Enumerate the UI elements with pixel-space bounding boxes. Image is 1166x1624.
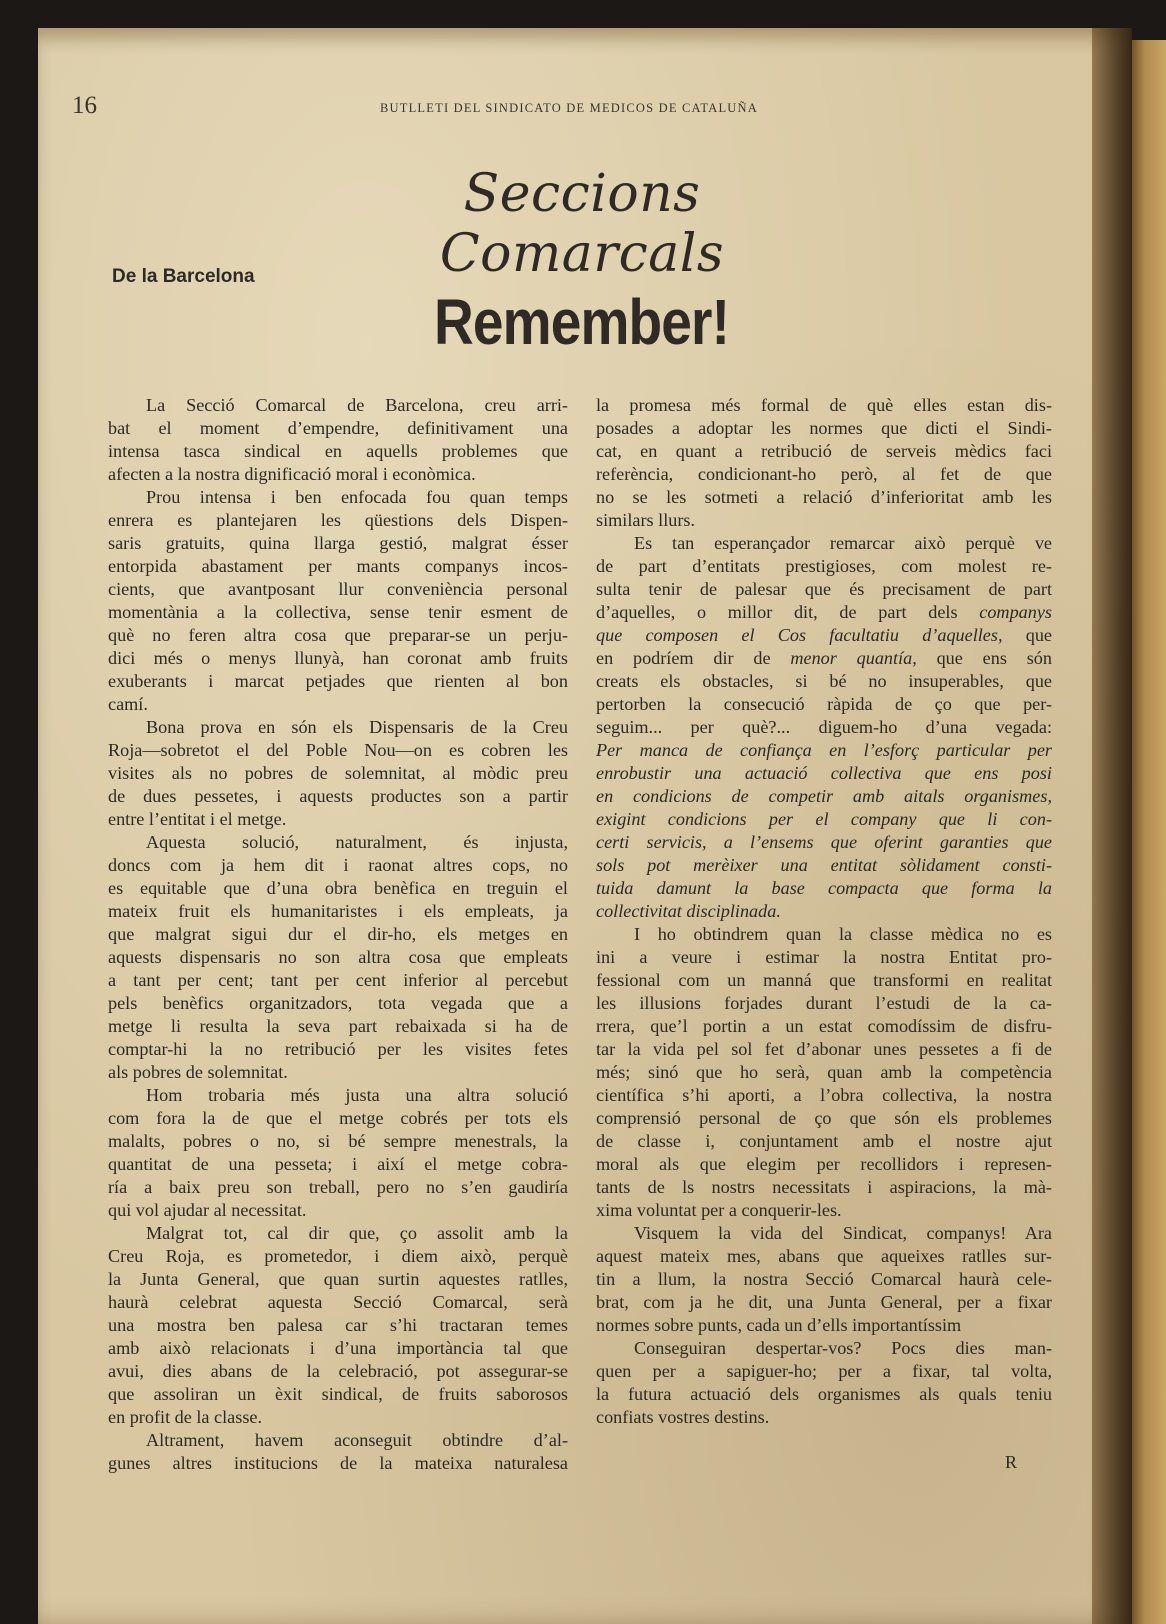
text-line: de part d’entitats prestigioses, com molest re- [596, 556, 1052, 576]
subsection-label: De la Barcelona [112, 266, 255, 287]
text-line: comprensió personal de ço que són els problemes [596, 1108, 1052, 1128]
text-line: quen per a sapiguer-ho; per a fixar, tal volta, [596, 1361, 1052, 1381]
text-line: amb això relacionats i d’una importància tal que [108, 1338, 568, 1358]
text-line: als pobres de solemnitat. [108, 1062, 288, 1082]
text-line: moral als que elegim per recollidors i represen- [596, 1154, 1052, 1174]
text-line: xima voluntat per a conquerir-les. [596, 1200, 842, 1220]
text-line: confiats vostres destins. [596, 1407, 770, 1427]
text-line: Altrament, havem aconseguit obtindre d’al- [146, 1430, 568, 1450]
text-line: cat, en quant a retribució de serveis mèdics faci [596, 441, 1052, 461]
text-line: les illusions forjades durant l’estudi de la ca- [596, 993, 1052, 1013]
text-line: qui vol ajudar al necessitat. [108, 1200, 307, 1220]
text-line: enrobustir una actuació collectiva que ens posi [596, 763, 1052, 783]
text-line: avui, dies abans de la celebració, pot assegurar-se [108, 1361, 568, 1381]
text-line: que composen el Cos facultatiu d’aquelles, que [596, 625, 1052, 645]
text-line: què no feren altra cosa que preparar-se un perju- [108, 625, 568, 645]
text-line: com fora la de que el metge cobrés per tots els [108, 1108, 568, 1128]
text-line: collectivitat disciplinada. [596, 901, 781, 921]
text-line: la futura actuació dels organismes als quals teniu [596, 1384, 1052, 1404]
text-line: Creu Roja, es prometedor, i diem això, perquè [108, 1246, 568, 1266]
text-line: tin a llum, la nostra Secció Comarcal haurà cele- [596, 1269, 1052, 1289]
text-line: malalts, pobres o no, si bé sempre menestrals, la [108, 1131, 568, 1151]
text-line: a tant per cent; tant per cent inferior al percebut [108, 970, 568, 990]
text-line: referència, condicionant-ho però, al fet de que [596, 464, 1052, 484]
text-line: aquests dispensaris no son altra cosa que empleats [108, 947, 568, 967]
text-line: la Junta General, que quan surtin aquestes ratlles, [108, 1269, 568, 1289]
text-line: aquest mateix mes, abans que aqueixes ratlles sur- [596, 1246, 1052, 1266]
text-line: Aquesta solució, naturalment, és injusta, [146, 832, 568, 852]
article-headline: Remember! [434, 286, 730, 358]
text-line: rrera, que’l portin a un estat comodíssim de disfru- [596, 1016, 1052, 1036]
text-line: que malgrat sigui dur el dir-ho, els metges en [108, 924, 568, 944]
text-line: posades a adoptar les normes que dicti el Sindi- [596, 418, 1052, 438]
text-line: Bona prova en són els Dispensaris de la Creu [146, 717, 568, 737]
text-line: exuberants i marcat petjades que rienten al bon [108, 671, 568, 691]
page-number: 16 [72, 92, 97, 119]
text-line: de classe i, conjuntament amb el nostre ajut [596, 1131, 1052, 1151]
text-line: Es tan esperançador remarcar això perquè ve [634, 533, 1052, 553]
text-line: I ho obtindrem quan la classe mèdica no es [634, 924, 1052, 944]
text-line: pels benèfics organitzadors, tota vegada que a [108, 993, 568, 1013]
text-line: Conseguiran despertar-vos? Pocs dies man- [634, 1338, 1052, 1358]
text-line: tants de ls nostrs necessitats i aspiracions, la mà- [596, 1177, 1052, 1197]
text-line: creats els obstacles, si bé no insuperables, que [596, 671, 1052, 691]
text-line: tuida damunt la base compacta que forma la [596, 878, 1052, 898]
text-line: seguim... per què?... diguem-ho d’una vegada: [596, 717, 1052, 737]
text-line: una mostra ben palesa car s’hi tractaran temes [108, 1315, 568, 1335]
text-line: certi servicis, a l’ensems que oferint garanties que [596, 832, 1052, 852]
text-line: brat, com ja he dit, una Junta General, per a fixar [596, 1292, 1052, 1312]
text-line: entre l’entitat i el metge. [108, 809, 287, 829]
text-line: d’aquelles, o millor dit, de part dels companys [596, 602, 1052, 622]
text-line: fessional com un manná que transformi en realitat [596, 970, 1052, 990]
running-head: BUTLLETI DEL SINDICATO DE MEDICOS DE CATALUÑA [380, 101, 758, 115]
text-line: momentània a la collectiva, sense tenir esment de [108, 602, 568, 622]
text-line: tar la vida pel sol fet d’abonar unes pessetes a fi de [596, 1039, 1052, 1059]
text-line: gunes altres institucions de la mateixa naturalesa [108, 1453, 568, 1473]
text-line: sulta tenir de palesar que és precisament de part [596, 579, 1052, 599]
text-line: Hom trobaria més justa una altra solució [146, 1085, 568, 1105]
book-spine-shadow [1092, 28, 1132, 1624]
text-line: de dues pessetes, i aquests productes son a partir [108, 786, 568, 806]
text-line: camí. [108, 694, 148, 714]
text-line: entorpida abastament per mants companys incos- [108, 556, 568, 576]
text-line: La Secció Comarcal de Barcelona, creu arri- [146, 395, 568, 415]
text-line: no se les sotmeti a relació d’inferioritat amb les [596, 487, 1052, 507]
text-line: ría a baix preu son treball, pero no s’en gaudiría [108, 1177, 568, 1197]
text-line: es equitable que d’una obra benèfica en treguin el [108, 878, 568, 898]
text-line: en profit de la classe. [108, 1407, 263, 1427]
text-line: en condicions de competir amb aitals organismes, [596, 786, 1052, 806]
text-line: visites als no pobres de solemnitat, al mòdic preu [108, 763, 568, 783]
text-line: en podríem dir de menor quantía, que ens són [596, 648, 1052, 668]
text-line: Per manca de confiança en l’esforç particular per [596, 740, 1052, 760]
text-line: similars llurs. [596, 510, 696, 530]
text-line: enrera es plantejaren les qüestions dels Dispen- [108, 510, 568, 530]
text-line: quantitat de una pesseta; i així el metge cobra- [108, 1154, 568, 1174]
section-title: Seccions Comarcals [439, 164, 725, 284]
text-line: la promesa més formal de què elles estan dis- [596, 395, 1052, 415]
left-column [108, 394, 568, 1475]
text-line: intensa tasca sindical en aquells problemes que [108, 441, 568, 461]
text-line: dici més o menys llunyà, han coronat amb fruits [108, 648, 568, 668]
text-line: ini a veure i estimar la nostra Entitat pro- [596, 947, 1052, 967]
text-line: normes sobre punts, cada un d’ells importantíssim [596, 1315, 962, 1335]
text-line: cients, que avantposant llur conveniència personal [108, 579, 568, 599]
text-line: haurà celebrat aquesta Secció Comarcal, serà [108, 1292, 568, 1312]
text-line: afecten a la nostra dignificació moral i econòmica. [108, 464, 476, 484]
text-line: que assoliran un èxit sindical, de fruits saborosos [108, 1384, 568, 1404]
text-line: mateix fruit els humanitaristes i els empleats, ja [108, 901, 568, 921]
text-line: doncs com ja hem dit i raonat altres cops, no [108, 855, 568, 875]
text-line: pertorben la consecució ràpida de ço que per- [596, 694, 1052, 714]
text-line: sols pot merèixer una entitat sòlidament consti- [596, 855, 1052, 875]
text-line: exigint condicions per el company que li con- [596, 809, 1052, 829]
text-line: bat el moment d’empendre, definitivament una [108, 418, 568, 438]
text-line: Prou intensa i ben enfocada fou quan temps [146, 487, 568, 507]
text-line: saris gratuits, quina llarga gestió, malgrat ésser [108, 533, 568, 553]
text-line: Visquem la vida del Sindicat, companys! Ara [634, 1223, 1052, 1243]
text-line: metge li resulta la seva part rebaixada si ha de [108, 1016, 568, 1036]
text-line: més; sinó que ho serà, quan amb la competència [596, 1062, 1052, 1082]
right-column [596, 394, 1052, 1429]
text-line: científica s’hi aporti, a l’obra collectiva, la nostra [596, 1085, 1052, 1105]
author-signature: R [1005, 1452, 1018, 1472]
text-line: comptar-hi la no retribució per les visites fetes [108, 1039, 568, 1059]
adjacent-page-edge [1130, 40, 1166, 1624]
text-line: Malgrat tot, cal dir que, ço assolit amb la [146, 1223, 568, 1243]
text-line: Roja—sobretot el del Poble Nou—on es cobren les [108, 740, 568, 760]
